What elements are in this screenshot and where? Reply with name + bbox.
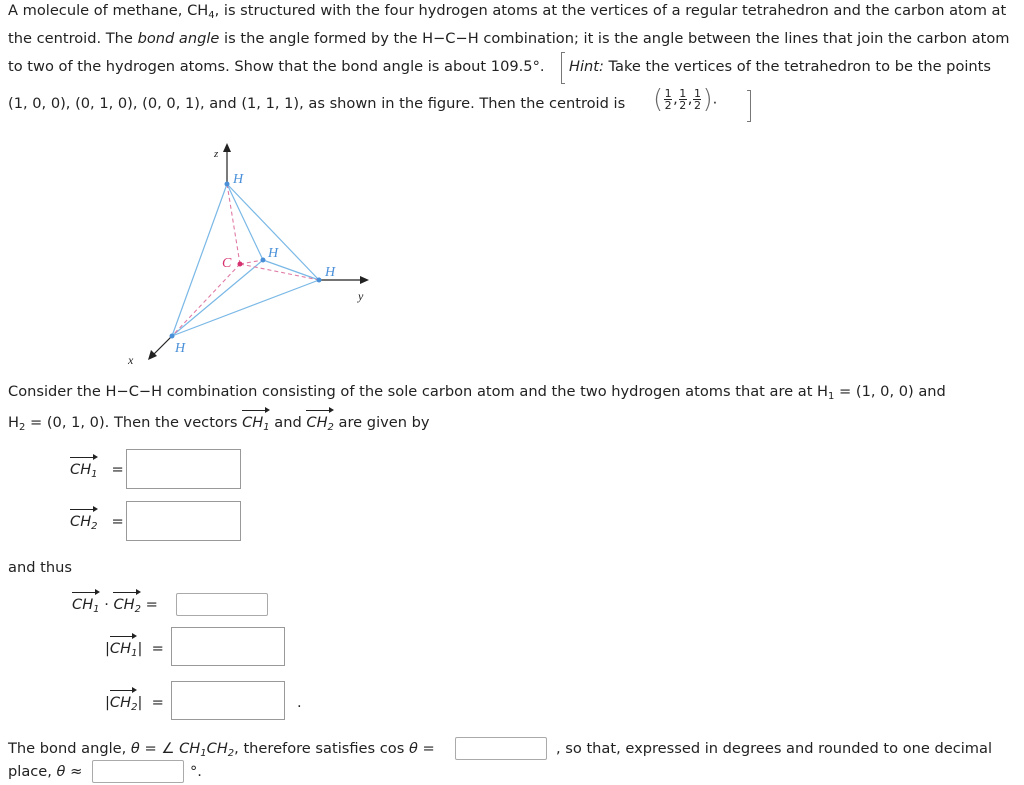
bond-angle-line: The bond angle, θ = ∠ $CH_1CH_2$, therefore satisfies cos θ = <box>8 740 435 759</box>
hint-open-bracket <box>561 52 565 84</box>
carbon-label: C <box>222 256 232 271</box>
magnitude-ch1-input[interactable] <box>171 627 285 666</box>
period: . <box>297 694 302 711</box>
problem-line-1: A molecule of methane, $CH_4$, is structured with the four hydrogen atoms at the vertices of a regular tetrahedron and the carbon atom at <box>8 2 1007 21</box>
ch2-label: $CH_2$ = <box>70 513 124 532</box>
dot-product-label: $CH_1 \cdot CH_2$ = <box>72 596 158 615</box>
x-axis-label: x <box>128 353 134 367</box>
place-line: place, θ ≈ <box>8 763 83 780</box>
problem-line-4: (1, 0, 0), (0, 1, 0), (0, 0, 1), and (1, 1, 1), as shown in the figure. Then the centroid is <box>8 95 626 112</box>
carbon-atom <box>238 262 243 267</box>
hydrogen-label-top: H <box>233 172 244 187</box>
tetrahedron-figure <box>120 140 390 370</box>
cos-theta-input[interactable] <box>455 737 547 760</box>
hydrogen-atom-back <box>261 258 266 263</box>
consider-line-2: $H_2 = (0$, 1, 0). Then the vectors $CH_1$ and $CH_2$ are given by <box>8 414 430 433</box>
magnitude-ch1-label: $|CH_1|$ = <box>105 640 164 659</box>
ch2-input[interactable] <box>126 501 241 541</box>
problem-line-3: to two of the hydrogen atoms. Show that the bond angle is about 109.5°. <box>8 58 545 75</box>
y-axis-arrow <box>360 276 369 284</box>
problem-line-2: the centroid. The bond angle is the angle formed by the H−C−H combination; it is the angle between the lines that join the carbon atom <box>8 30 1010 47</box>
tetrahedron-edges <box>172 184 319 336</box>
z-axis-arrow <box>223 143 231 152</box>
and-thus: and thus <box>8 559 72 576</box>
x-axis <box>152 336 172 356</box>
hydrogen-atom-right <box>317 278 322 283</box>
magnitude-ch2-label: $|CH_2|$ = <box>105 694 164 713</box>
dot-product-input[interactable] <box>176 593 268 616</box>
hint-close-bracket <box>747 90 751 122</box>
x-axis-arrow <box>148 350 157 360</box>
ch1-label: $CH_1$ = <box>70 461 124 480</box>
hint: Hint: Take the vertices of the tetrahedron to be the points <box>569 58 992 75</box>
magnitude-ch2-input[interactable] <box>171 681 285 720</box>
hydrogen-atom-top <box>225 182 230 187</box>
theta-degrees-input[interactable] <box>92 760 184 783</box>
bond-angle-line-continued: , so that, expressed in degrees and rounded to one decimal <box>556 740 993 757</box>
ch1-input[interactable] <box>126 449 241 489</box>
consider-line-1: Consider the H−C−H combination consisting of the sole carbon atom and the two hydrogen atoms that are at $H_1 = (1$, 0, 0) and <box>8 383 946 402</box>
z-axis-label: z <box>214 148 219 160</box>
hydrogen-label-back: H <box>268 246 279 261</box>
carbon-bonds <box>172 184 319 336</box>
hydrogen-label-front: H <box>175 341 186 356</box>
degree-symbol: °. <box>190 763 202 780</box>
hydrogen-label-right: H <box>325 265 336 280</box>
centroid-value: ( $\frac{1}{2}$ , $\frac{1}{2}$ , $\frac{1}{2}$ ). <box>653 84 718 115</box>
y-axis-label: y <box>358 289 364 303</box>
hydrogen-atom-front <box>170 334 175 339</box>
